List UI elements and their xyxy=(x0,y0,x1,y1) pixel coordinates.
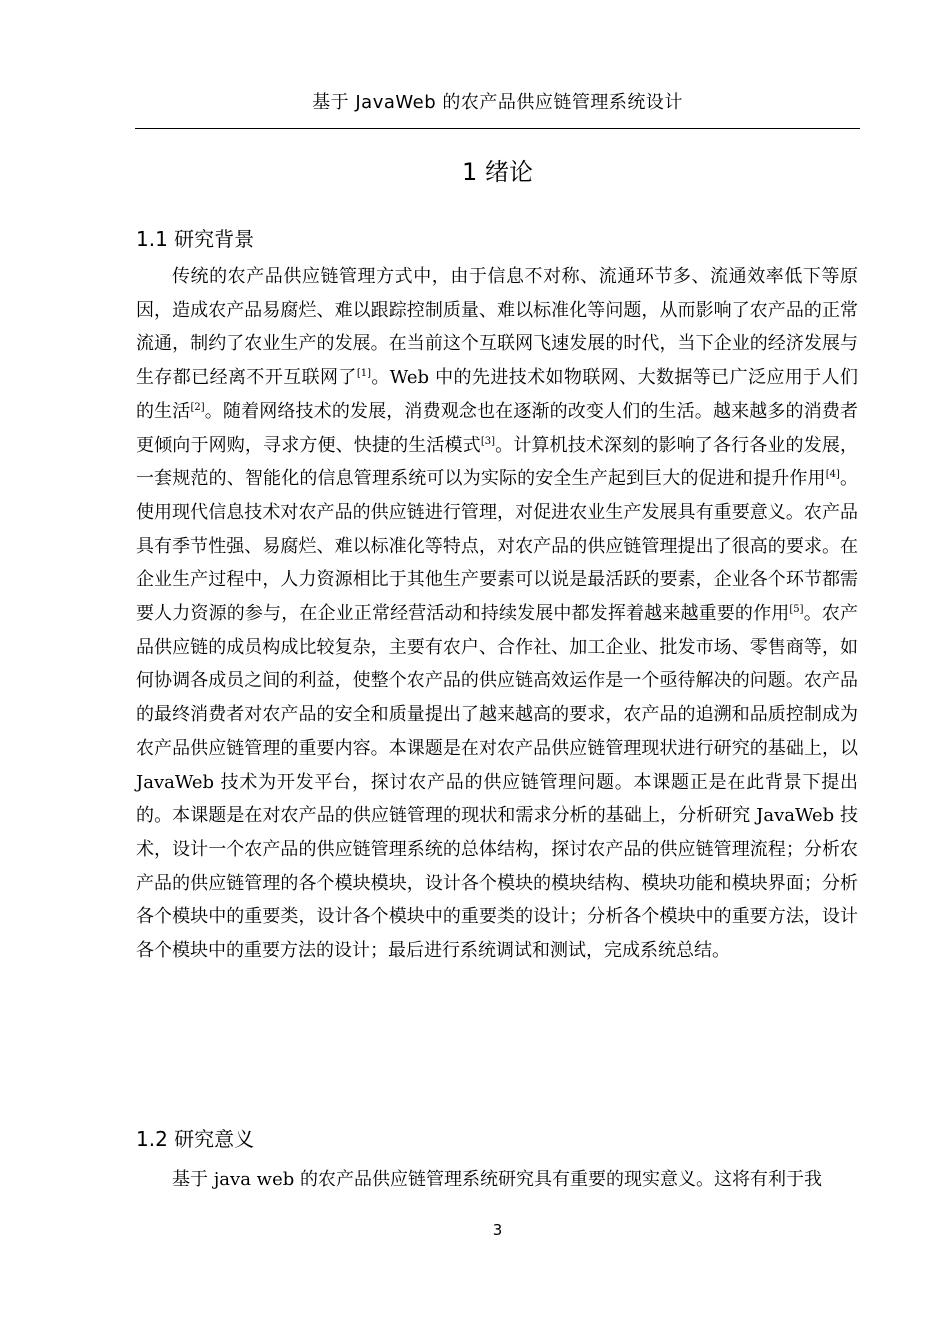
citation-ref: [1] xyxy=(356,368,371,380)
running-header: 基于 JavaWeb 的农产品供应链管理系统设计 xyxy=(312,92,683,113)
paragraph-text: 。计算机技术深刻的影响了各行各业的发展，一套规范的、智能化的信息管理系统可以为实际的安全生产起到巨大的促进和提升作用 xyxy=(136,434,859,490)
header-divider xyxy=(135,128,860,129)
citation-ref: [5] xyxy=(789,604,804,616)
section-heading-background: 1.1 研究背景 xyxy=(136,227,255,251)
background-paragraph xyxy=(136,260,858,968)
section-heading-significance: 1.2 研究意义 xyxy=(136,1127,255,1151)
citation-ref: [4] xyxy=(825,469,840,481)
paragraph-text: 。随着网络技术的发展，消费观念也在逐渐的改变人们的生活。越来越多的消费者更倾向于网购，寻求方便、快捷的生活模式 xyxy=(136,400,859,456)
paragraph-text: 传统的农产品供应链管理方式中，由于信息不对称、流通环节多、流通效率低下等原因，造成农产品易腐烂、难以跟踪控制质量、难以标准化等问题，从而影响了农产品的正常流通，制约了农业生产的发展。在当前这个互联网飞速发展的时代，当下企业的经济发展与生存都已经离不开互联网了 xyxy=(136,266,858,389)
paragraph-text: 。Web 中的先进技术如物联网、大数据等已广泛应用于人们的生活 xyxy=(136,367,858,422)
significance-paragraph: 基于 java web 的农产品供应链管理系统研究具有重要的现实意义。这将有利于我 xyxy=(172,1169,822,1190)
paragraph-text: 。使用现代信息技术对农产品的供应链进行管理，对促进农业生产发展具有重要意义。农产品具有季节性强、易腐烂、难以标准化等特点，对农产品的供应链管理提出了很高的要求。在企业生产过程中，人力资源相比于其他生产要素可以说是最活跃的要素，企业各个环节都需要人力资源的参与，在企业正常经营活动和持续发展中都发挥着越来越重要的作用 xyxy=(136,468,859,625)
page-number: 3 xyxy=(492,1221,503,1239)
citation-ref: [2] xyxy=(190,401,205,413)
citation-ref: [3] xyxy=(480,435,496,447)
paragraph-text: 。农产品供应链的成员构成比较复杂，主要有农户、合作社、加工企业、批发市场、零售商等，如何协调各成员之间的利益，使整个农产品的供应链高效运作是一个亟待解决的问题。农产品的最终消费者对农产品的安全和质量提出了越来越高的要求，农产品的追溯和品质控制成为农产品供应链管理的重要内容。本课题是在对农产品供应链管理现状进行研究的基础上，以 JavaWeb 技术为开发平台，探讨农产品的供应链管理问题。本课题正是在此背景下提出的。本课题是在对农产品的供应链管理的现状和需求分析的基础上，分析研究 JavaWeb 技术，设计一个农产品的供应链管理系统的总体结构，探讨农产品的供应链管理流程；分析农产品的供应链管理的各个模块模块，设计各个模块的模块结构、模块功能和模块界面；分析各个模块中的重要类，设计各个模块中的重要类的设计；分析各个模块中的重要方法，设计各个模块中的重要方法的设计；最后进行系统调试和测试，完成系统总结。 xyxy=(136,603,859,962)
chapter-title: 1 绪论 xyxy=(462,158,533,186)
